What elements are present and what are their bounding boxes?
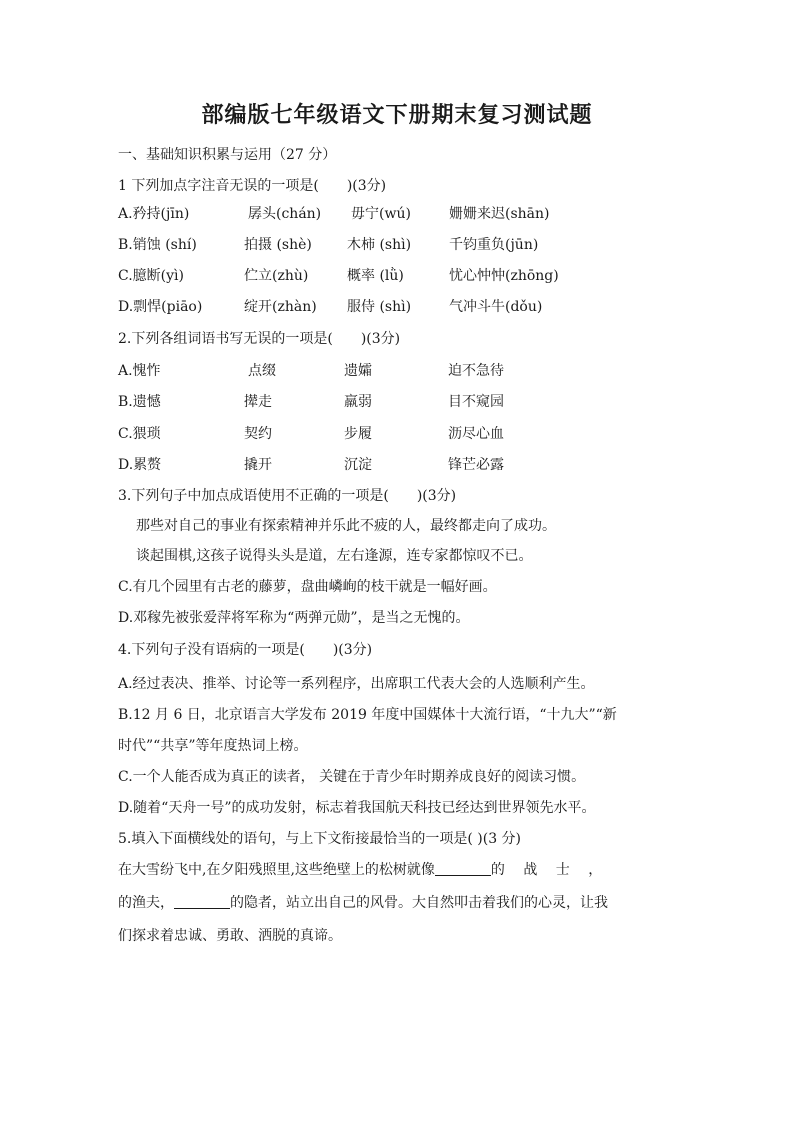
question-3-option-d: D.邓稼先被张爱萍将军称为“两弹元勋”，是当之无愧的。 <box>118 610 470 626</box>
option-cell: 目不窥园 <box>448 394 504 410</box>
question-5-stem: 5.填入下面横线处的语句，与上下文衔接最恰当的一项是( )(3 分) <box>118 831 522 847</box>
option-cell: B.销蚀 (shí) <box>118 237 197 253</box>
option-cell: 概率 (lǜ) <box>347 268 404 284</box>
option-cell: 毋宁(wú) <box>351 206 411 222</box>
question-2-stem: 2.下列各组词语书写无误的一项是( )(3分) <box>118 331 401 347</box>
question-4-option-d: D.随着“天舟一号”的成功发射，标志着我国航天科技已经达到世界领先水平。 <box>118 800 596 816</box>
option-cell: 沥尽心血 <box>448 426 504 442</box>
passage-text: 在大雪纷飞中,在夕阳残照里,这些绝壁上的松树就像 <box>118 862 435 878</box>
passage-text: 的 战 士 ， <box>490 862 603 878</box>
option-cell: 千钧重负(jūn) <box>449 237 539 253</box>
answer-blank-2[interactable] <box>174 894 230 909</box>
option-cell: A.愧怍 <box>118 363 161 379</box>
question-1-stem: 1 下列加点字注音无误的一项是( )(3分) <box>118 178 387 194</box>
option-cell: 锋芒必露 <box>448 457 504 473</box>
option-cell: 步履 <box>344 426 372 442</box>
question-5-passage-line-1 <box>118 860 602 880</box>
option-cell: 拍摄 (shè) <box>244 237 312 253</box>
option-cell: 气冲斗牛(dǒu) <box>449 299 543 315</box>
option-cell: D.累赘 <box>118 457 162 473</box>
option-cell: 契约 <box>244 426 272 442</box>
option-cell: A.矜持(jīn) <box>118 206 190 222</box>
option-cell: 绽开(zhàn) <box>244 299 317 315</box>
passage-text: 的隐者，站立出自己的风骨。大自然叩击着我们的心灵，让我 <box>230 895 608 911</box>
option-cell: D.剽悍(piāo) <box>118 299 203 315</box>
option-cell: C.猥琐 <box>118 426 161 442</box>
question-3-option-c: C.有几个园里有古老的藤萝，盘曲嶙峋的枝干就是一幅好画。 <box>118 579 497 595</box>
option-cell: 姗姗来迟(shān) <box>449 206 550 222</box>
option-cell: 沉淀 <box>344 457 372 473</box>
question-3-option-a: 那些对自己的事业有探索精神并乐此不疲的人，最终都走向了成功。 <box>136 518 556 534</box>
question-4-option-a: A.经过表决、推举、讨论等一系列程序，出席职工代表大会的人选顺利产生。 <box>118 676 595 692</box>
page-title: 部编版七年级语文下册期末复习测试题 <box>201 102 593 128</box>
option-cell: 撬开 <box>244 457 272 473</box>
option-cell: 忧心忡忡(zhōng) <box>449 268 559 284</box>
question-5-passage-line-2 <box>118 893 608 913</box>
option-cell: 孱头(chán) <box>248 206 322 222</box>
option-cell: B.遗憾 <box>118 394 161 410</box>
option-cell: 伫立(zhù) <box>244 268 309 284</box>
option-cell: C.臆断(yì) <box>118 268 184 284</box>
option-cell: 迫不急待 <box>448 363 504 379</box>
option-cell: 木柿 (shì) <box>347 237 412 253</box>
question-3-option-b: 谈起围棋,这孩子说得头头是道，左右逢源，连专家都惊叹不已。 <box>136 548 533 564</box>
answer-blank-1[interactable] <box>435 861 491 876</box>
question-3-stem: 3.下列句子中加点成语使用不正确的一项是( )(3分) <box>118 488 457 504</box>
option-cell: 羸弱 <box>344 394 372 410</box>
question-4-stem: 4.下列句子没有语病的一项是( )(3分) <box>118 642 373 658</box>
question-4-option-c: C.一个人能否成为真正的读者， 关键在于青少年时期养成良好的阅读习惯。 <box>118 769 586 785</box>
passage-text: 的渔夫， <box>118 895 174 911</box>
question-5-passage-line-3: 们探求着忠诚、勇敢、洒脱的真谛。 <box>118 928 342 944</box>
option-cell: 点缀 <box>248 363 276 379</box>
option-cell: 服侍 (shì) <box>347 299 412 315</box>
option-cell: 撵走 <box>244 394 272 410</box>
question-4-option-b-cont: 时代”“共享”等年度热词上榜。 <box>118 738 308 754</box>
option-cell: 遗孀 <box>344 363 372 379</box>
section-heading: 一、基础知识积累与运用（27 分） <box>118 147 337 163</box>
question-4-option-b: B.12 月 6 日，北京语言大学发布 2019 年度中国媒体十大流行语，“十九大”“新 <box>118 707 617 723</box>
